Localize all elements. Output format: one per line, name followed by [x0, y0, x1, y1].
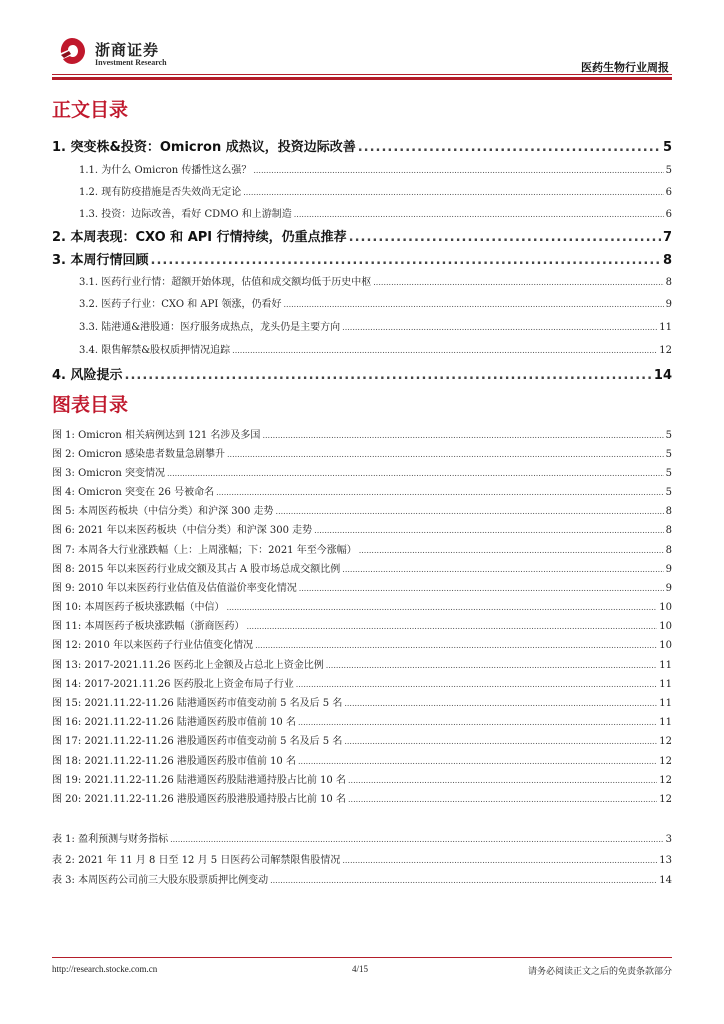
toc-entry[interactable]: 3.4. 限售解禁&股权质押情况追踪 ..... 12: [52, 341, 672, 356]
toc-entry[interactable]: 1.3. 投资：边际改善，看好 CDMO 和上游制造 ..... 6: [52, 205, 672, 220]
figure-entry[interactable]: 图 5: 本周医药板块（中信分类）和沪深 300 走势 ..... 8: [52, 502, 672, 517]
page-header: [0, 0, 724, 78]
figure-entry[interactable]: 图 4: Omicron 突变在 26 号被命名 ..... 5: [52, 483, 672, 498]
figure-entry[interactable]: 图 18: 2021.11.22-11.26 港股通医药股市值前 10 名 ..... 12: [52, 752, 672, 767]
figure-entry[interactable]: 图 12: 2010 年以来医药子行业估值变化情况 ..... 10: [52, 636, 672, 651]
toc-entry[interactable]: 4. 风险提示 ..... 14: [52, 364, 672, 383]
footer-divider: [52, 957, 672, 958]
figure-entry[interactable]: 图 13: 2017-2021.11.26 医药北上金额及占总北上资金比例 ..... 11: [52, 656, 672, 671]
footer-url[interactable]: http://research.stocke.com.cn: [52, 964, 158, 974]
figure-entry[interactable]: 图 20: 2021.11.22-11.26 港股通医药股港股通持股占比前 10 名 ..... 12: [52, 790, 672, 805]
toc-entry[interactable]: 3.2. 医药子行业：CXO 和 API 领涨，仍看好 ..... 9: [52, 295, 672, 310]
toc-entry[interactable]: 3.3. 陆港通&港股通：医疗服务成热点，龙头仍是主要方向 ..... 11: [52, 318, 672, 333]
table-entry[interactable]: 表 2: 2021 年 11 月 8 日至 12 月 5 日医药公司解禁限售股情况 ..... 13: [52, 851, 672, 866]
company-name-en: Investment Research: [95, 58, 167, 67]
figure-entry[interactable]: 图 19: 2021.11.22-11.26 陆港通医药股陆港通持股占比前 10 名 ..... 12: [52, 771, 672, 786]
header-divider-thin: [52, 74, 672, 75]
header-divider-thick: [52, 77, 672, 80]
footer-disclaimer: 请务必阅读正文之后的免责条款部分: [527, 967, 672, 977]
toc-entry[interactable]: 3.1. 医药行业行情：超额开始体现，估值和成交额均低于历史中枢 ..... 8: [52, 273, 672, 288]
toc-entry[interactable]: 2. 本周表现：CXO 和 API 行情持续，仍重点推荐 ..... 7: [52, 226, 672, 245]
figure-entry[interactable]: 图 3: Omicron 突变情况 ..... 5: [52, 464, 672, 479]
table-entry[interactable]: 表 1: 盈利预测与财务指标 ..... 3: [52, 830, 672, 845]
toc-entry[interactable]: 1.1. 为什么 Omicron 传播性这么强？ ..... 5: [52, 161, 672, 176]
report-type: 医药生物行业周报: [581, 61, 669, 74]
figures-title: 图表目录: [52, 394, 129, 416]
figure-entry[interactable]: 图 7: 本周各大行业涨跌幅（上：上周涨幅；下：2021 年至今涨幅） ..... 8: [52, 541, 672, 556]
figure-entry[interactable]: 图 10: 本周医药子板块涨跌幅（中信） ..... 10: [52, 598, 672, 613]
figure-entry[interactable]: 图 6: 2021 年以来医药板块（中信分类）和沪深 300 走势 ..... 8: [52, 521, 672, 536]
company-logo-icon: [57, 36, 87, 66]
figure-entry[interactable]: 图 16: 2021.11.22-11.26 陆港通医药股市值前 10 名 ..... 11: [52, 713, 672, 728]
figure-entry[interactable]: 图 14: 2017-2021.11.26 医药股北上资金布局子行业 ..... 11: [52, 675, 672, 690]
figure-entry[interactable]: 图 11: 本周医药子板块涨跌幅（浙商医药） ..... 10: [52, 617, 672, 632]
figure-entry[interactable]: 图 17: 2021.11.22-11.26 港股通医药市值变动前 5 名及后 5 名 ..... 12: [52, 732, 672, 747]
figure-entry[interactable]: 图 15: 2021.11.22-11.26 陆港通医药市值变动前 5 名及后 5 名 ..... 11: [52, 694, 672, 709]
table-entry[interactable]: 表 3: 本周医药公司前三大股东股票质押比例变动 ..... 14: [52, 871, 672, 886]
figure-entry[interactable]: 图 9: 2010 年以来医药行业估值及估值溢价率变化情况 ..... 9: [52, 579, 672, 594]
figure-entry[interactable]: 图 1: Omicron 相关病例达到 121 名涉及多国 ..... 5: [52, 426, 672, 441]
figure-entry[interactable]: 图 2: Omicron 感染患者数量急剧攀升 ..... 5: [52, 445, 672, 460]
toc-entry[interactable]: 1.2. 现有防疫措施是否失效尚无定论 ..... 6: [52, 183, 672, 198]
toc-entry[interactable]: 3. 本周行情回顾 ..... 8: [52, 249, 672, 268]
toc-entry[interactable]: 1. 突变株&投资：Omicron 成热议，投资边际改善 ..... 5: [52, 136, 672, 155]
page-number: 4/15: [352, 964, 369, 974]
contents-title: 正文目录: [52, 99, 129, 121]
company-name-cn: 浙商证券: [95, 41, 160, 59]
figure-entry[interactable]: 图 8: 2015 年以来医药行业成交额及其占 A 股市场总成交额比例 ..... 9: [52, 560, 672, 575]
